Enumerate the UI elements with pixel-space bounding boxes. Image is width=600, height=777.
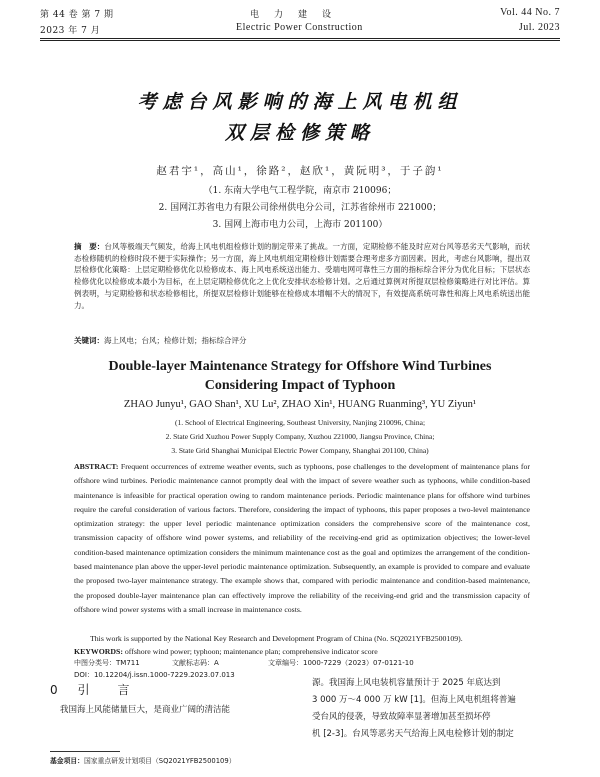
affiliation-en-3: 3. State Grid Shanghai Municipal Electric Power Company, Shanghai 201100, China) [171,446,429,455]
affiliation-en-2: 2. State Grid Xuzhou Power Supply Company, Xuzhou 221000, Jiangsu Province, China; [165,432,435,441]
journal-name-cn: 电 力 建 设 [250,10,335,20]
journal-name-en: Electric Power Construction [236,22,363,33]
journal-volume-cn: 第 44 卷 第 7 期 [40,10,114,20]
abstract-en [74,460,530,632]
abstract-cn [74,241,530,335]
support-note: This work is supported by the National Key Research and Development Program of China (No. SQ2021YFB2500109). [90,634,463,643]
section-number: 0 [50,683,66,697]
doi: DOI：10.12204/j.issn.1000-7229.2023.07.013 [74,671,235,679]
affiliation-cn-1: （1. 东南大学电气工程学院，南京市 210096； [203,186,397,196]
keywords-cn-text: 海上风电；台风；检修计划；指标综合评分 [104,336,247,345]
intro-right-1: 源。我国海上风电装机容量预计于 2025 年底达到 [312,678,501,688]
keywords-cn [74,335,530,347]
keywords-en-label: KEYWORDS: [74,647,123,656]
funding-label: 基金项目： [50,757,84,765]
clc-number: 中图分类号：TM711 [74,659,140,667]
intro-right-2: 3 000 万～4 000 万 kW [1]。但海上风电机组将普遍 [312,695,516,705]
affiliation-cn-2: 2. 国网江苏省电力有限公司徐州供电分公司，江苏省徐州市 221000； [158,203,442,213]
footnote-rule [50,751,120,752]
journal-volume-en: Vol. 44 No. 7 [500,7,560,18]
affiliation-cn-3: 3. 国网上海市电力公司，上海市 201100） [212,220,388,230]
abstract-cn-label: 摘 要： [74,242,105,251]
document-code: 文献标志码：A [172,659,219,667]
journal-date-cn: 2023 年 7 月 [40,26,101,36]
header-rule-2 [40,40,560,41]
title-cn-line1: 考虑台风影响的海上风电机组 [137,91,463,113]
intro-right-3: 受台风的侵袭，导致故障率显著增加甚至损坏停 [312,712,491,722]
article-number: 文章编号：1000-7229（2023）07-0121-10 [268,659,414,667]
keywords-cn-label: 关键词： [74,336,104,345]
abstract-en-text: Frequent occurrences of extreme weather events, such as typhoons, pose challenges to the development of maintenance plans for offshore wind turbines. Periodic maintenance cannot promptly deal with the impact of severe weather such as typhoons, while condition-based maintenance is infeasible for practical operation owing to random maintenance periods. Periodic maintenance plans for offshore wind turbines require the careful consideration of various factors. Therefore, considering the impact of typhoons, this paper proposes a two-level maintenance optimization strategy: the upper level periodic maintenance optimization considers the comprehensive score of the maintenance cost, transmission capacity of offshore wind power systems, and reliability of the receiving-end grid as optimization objectives; the lower-level condition-based maintenance optimization considers the minimum maintenance cost as the goal and optimizes the arrangement of the condition-based maintenance plan above the upper-level periodic maintenance optimization. Subsequently, an example is provided to compare and evaluate the proposed two-layer maintenance strategy. The example shows that, compared with periodic maintenance and condition-based maintenance, the proposed double-layer maintenance plan can effectively improve the reliability of the receiving-end grid and the transmission capacity of offshore wind power systems with a small increase in maintenance costs. [74,462,530,614]
intro-left-line: 我国海上风能储量巨大，是商业广阔的清洁能 [60,705,231,715]
keywords-en-text: offshore wind power; typhoon; maintenance plan; comprehensive indicator score [124,647,378,656]
intro-right-4: 机 [2-3]。台风等恶劣天气给海上风电检修计划的制定 [312,729,514,739]
abstract-cn-text: 台风等极端天气频发，给海上风电机组检修计划的制定带来了挑战。一方面，定期检修不能及时应对台风等恶劣天气影响，而状态检修随机的检修时段不便于实际操作；另一方面，海上风电机组定期检修计划需要合理考虑多方面因素。因此，考虑台风影响，提出双层检修优化策略：上层定期检修优化以检修成本、海上风电系统送出能力、受端电网可靠性三方面的指标综合评分为优化目标；下层状态检修优化以检修成本最小为目标，在上层定期检修优化之上优化安排状态检修计划。之后通过算例对所提双层检修策略进行对比评估。算例表明，与定期检修和状态检修相比，所提双层检修计划能够在检修成本增幅不大的情况下，有效提高系统可靠性和海上风电系统送出能力。 [74,242,530,310]
funding-text: 国家重点研发计划项目（SQ2021YFB2500109） [83,757,236,765]
abstract-en-label: ABSTRACT: [74,462,119,471]
authors-en: ZHAO Junyu¹, GAO Shan¹, XU Lu², ZHAO Xin¹, HUANG Ruanming³, YU Ziyun¹ [123,399,477,410]
authors-cn: 赵君宇¹，高山¹，徐路²，赵欣¹，黄阮明³，于子韵¹ [156,165,444,177]
title-en-line2: Considering Impact of Typhoon [204,378,396,393]
funding-note [50,755,236,765]
title-en-line1: Double-layer Maintenance Strategy for Offshore Wind Turbines [108,359,492,374]
title-cn-line2: 双层检修策略 [224,122,375,144]
section-heading [50,681,137,698]
journal-date-en: Jul. 2023 [518,22,560,33]
affiliation-en-1: (1. School of Electrical Engineering, Southeast University, Nanjing 210096, China; [174,418,426,427]
header-rule [40,38,560,39]
section-title: 引 言 [77,683,138,697]
